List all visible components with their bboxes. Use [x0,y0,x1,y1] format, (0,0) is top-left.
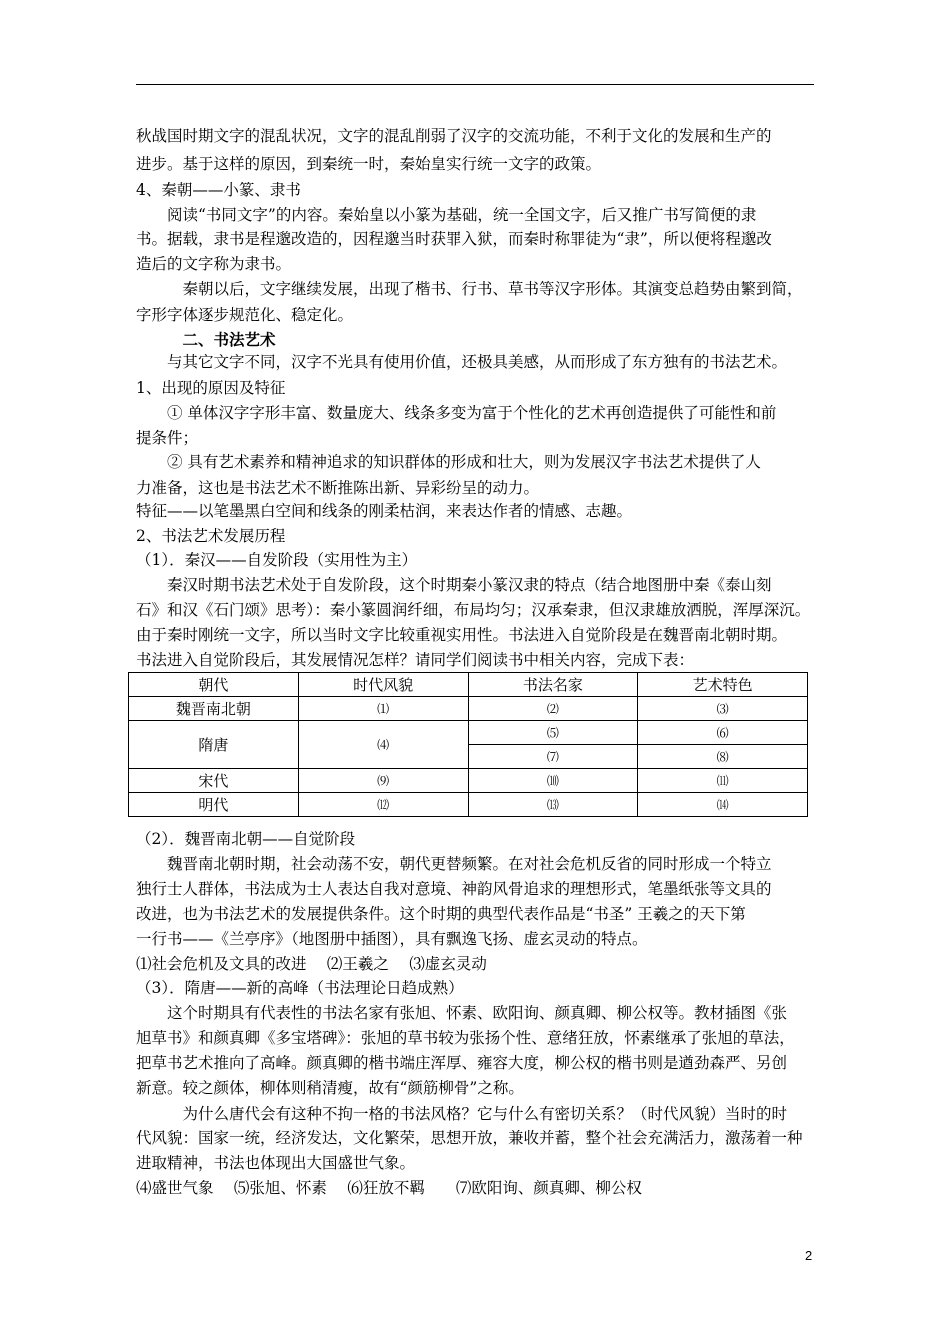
paragraph-line: 一行书——《兰亭序》（地图册中插图），具有飘逸飞扬、虚玄灵动的特点。 [136,930,648,948]
answer-line: ⑴社会危机及文具的改进 ⑵王羲之 ⑶虚玄灵动 [136,955,487,973]
table-cell: ⑽ [468,769,638,793]
calligraphy-table [128,672,808,817]
paragraph-line: 提条件； [136,429,199,447]
paragraph-line: 把草书艺术推向了高峰。颜真卿的楷书端庄浑厚、雍容大度，柳公权的楷书则是遒劲森严、另创 [136,1054,788,1072]
paragraph-line: ① 单体汉字字形丰富、数量庞大、线条多变为富于个性化的艺术再创造提供了可能性和前 [136,404,777,422]
section-heading: 2、书法艺术发展历程 [136,527,286,545]
paragraph-line: ② 具有艺术素养和精神追求的知识群体的形成和壮大，则为发展汉字书法艺术提供了人 [136,453,761,471]
paragraph-line: 书。据载，隶书是程邈改造的，因程邈当时获罪入狱，而秦时称罪徒为“隶”，所以便将程邈改 [136,230,772,248]
paragraph-line: 秦汉时期书法艺术处于自发阶段，这个时期秦小篆汉隶的特点（结合地图册中秦《泰山刻 [136,576,772,594]
table-cell: 魏晋南北朝 [129,697,299,721]
paragraph-line: 这个时期具有代表性的书法名家有张旭、怀素、欧阳询、颜真卿、柳公权等。教材插图《张 [136,1004,788,1022]
table-header: 艺术特色 [638,673,808,697]
paragraph-line: 阅读“书同文字”的内容。秦始皇以小篆为基础，统一全国文字，后又推广书写简便的隶 [136,206,757,224]
table-header: 朝代 [129,673,299,697]
table-cell: ⑸ [468,721,638,745]
paragraph-line: 由于秦时刚统一文字，所以当时文字比较重视实用性。书法进入自觉阶段是在魏晋南北朝时期。 [136,626,788,644]
subsection-heading: （3）．隋唐——新的高峰（书法理论日趋成熟） [136,979,464,997]
table-cell: ⑿ [298,793,468,817]
table-row [129,721,808,745]
answer-line: ⑷盛世气象 ⑸张旭、怀素 ⑹狂放不羁 ⑺欧阳询、颜真卿、柳公权 [136,1179,642,1197]
paragraph-line: 力准备，这也是书法艺术不断推陈出新、异彩纷呈的动力。 [136,479,540,497]
paragraph-line: 书法进入自觉阶段后，其发展情况怎样？请同学们阅读书中相关内容，完成下表： [136,651,695,669]
paragraph-line: 秦朝以后，文字继续发展，出现了楷书、行书、草书等汉字形体。其演变总趋势由繁到简， [136,280,803,298]
table-cell: ⑺ [468,745,638,769]
table-cell: ⒀ [468,793,638,817]
paragraph-line: 进取精神，书法也体现出大国盛世气象。 [136,1154,416,1172]
subsection-heading: （2）．魏晋南北朝——自觉阶段 [136,830,356,848]
table-cell: ⒁ [638,793,808,817]
table-header-row [129,673,808,697]
table-cell: ⑴ [298,697,468,721]
table-cell: ⑼ [298,769,468,793]
table-row [129,769,808,793]
paragraph-line: 秋战国时期文字的混乱状况，文字的混乱削弱了汉字的交流功能，不利于文化的发展和生产的 [136,127,772,145]
paragraph-line: 旭草书》和颜真卿《多宝塔碑》：张旭的草书较为张扬个性、意绪狂放，怀素继承了张旭的草法， [136,1029,795,1047]
table-header: 书法名家 [468,673,638,697]
table-cell: 隋唐 [129,721,299,769]
table-cell: ⑵ [468,697,638,721]
table-header: 时代风貌 [298,673,468,697]
table-cell: 明代 [129,793,299,817]
table-cell: 宋代 [129,769,299,793]
subsection-heading: （1）．秦汉——自发阶段（实用性为主） [136,551,418,569]
section-heading: 1、出现的原因及特征 [136,379,286,397]
paragraph-line: 进步。基于这样的原因，到秦统一时，秦始皇实行统一文字的政策。 [136,155,602,173]
paragraph-line: 为什么唐代会有这种不拘一格的书法风格？它与什么有密切关系？（时代风貌）当时的时 [136,1105,788,1123]
paragraph-line: 特征——以笔墨黑白空间和线条的刚柔枯润，来表达作者的情感、志趣。 [136,502,633,520]
table-cell: ⑹ [638,721,808,745]
table-row [129,697,808,721]
paragraph-line: 魏晋南北朝时期，社会动荡不安，朝代更替频繁。在对社会危机反省的同时形成一个特立 [136,855,772,873]
table-cell: ⑾ [638,769,808,793]
table-row [129,793,808,817]
section-heading: 4、秦朝——小篆、隶书 [136,181,301,199]
table-cell: ⑷ [298,721,468,769]
paragraph-line: 代风貌：国家一统，经济发达，文化繁荣，思想开放，兼收并蓄，整个社会充满活力，激荡着一种 [136,1129,803,1147]
table-cell: ⑻ [638,745,808,769]
table-cell: ⑶ [638,697,808,721]
page-number: 2 [805,1248,813,1263]
paragraph-line: 改进，也为书法艺术的发展提供条件。这个时期的典型代表作品是“书圣” 王羲之的天下第 [136,905,746,923]
section-title: 二、书法艺术 [136,330,276,349]
paragraph-line: 石》和汉《石门颂》思考）：秦小篆圆润纤细，布局均匀；汉承秦隶，但汉隶雄放洒脱，浑厚深沉。 [136,601,811,619]
paragraph-line: 造后的文字称为隶书。 [136,255,292,273]
paragraph-line: 与其它文字不同，汉字不光具有使用价值，还极具美感，从而形成了东方独有的书法艺术。 [136,353,788,371]
header-rule [136,84,814,85]
paragraph-line: 独行士人群体，书法成为士人表达自我对意境、神韵风骨追求的理想形式，笔墨纸张等文具的 [136,880,772,898]
paragraph-line: 字形字体逐步规范化、稳定化。 [136,306,354,324]
paragraph-line: 新意。较之颜体，柳体则稍清瘦，故有“颜筋柳骨”之称。 [136,1079,524,1097]
